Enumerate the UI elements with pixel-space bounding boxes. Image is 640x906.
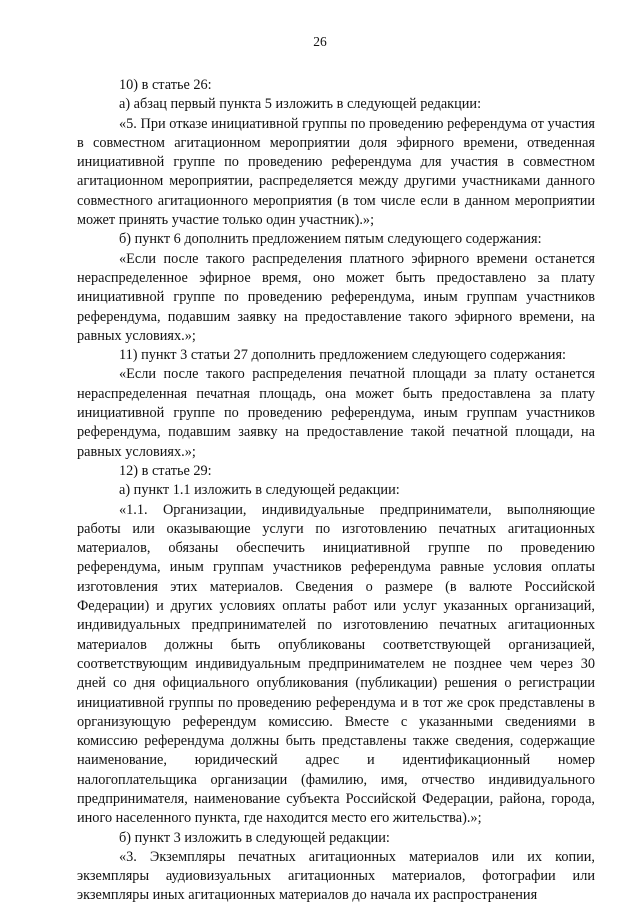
paragraph-article-26-a: а) абзац первый пункта 5 изложить в следующей редакции:	[119, 96, 482, 113]
document-body	[77, 76, 595, 906]
page-number: 26	[313, 34, 327, 49]
paragraph-article-27: 11) пункт 3 статьи 27 дополнить предложением следующего содержания:	[119, 347, 566, 364]
paragraph-print-space-addition: «Если после такого распределения печатной площади за плату останется нераспределенная печатная площадь, она может быть предоставлена за плату инициативной группе по проведению референдума, иным группам участников референдума, подавшим заявку на предоставление такой печатной площади, на равных условиях.»;	[77, 366, 595, 460]
paragraph-article-29-a: а) пункт 1.1 изложить в следующей редакции:	[119, 482, 400, 499]
paragraph-article-29-b: б) пункт 3 изложить в следующей редакции:	[119, 829, 390, 846]
paragraph-airtime-addition: «Если после такого распределения платного эфирного времени останется нераспределенное эфирное время, оно может быть предоставлено за плату инициативной группе по проведению референдума, иным группам участников референдума, подавшим заявку на предоставление такого эфирного времени, на равных условиях.»;	[77, 250, 595, 344]
paragraph-point-5: «5. При отказе инициативной группы по проведению референдума от участия в совместном агитационном мероприятии доля эфирного времени, отведенная инициативной группе по проведению референдума для участия в совместном агитационном мероприятии, распределяется между другими участниками данного совместного агитационного мероприятия (в том числе если в данном мероприятии может принять участие только один участник).»;	[77, 115, 595, 229]
paragraph-article-26: 10) в статье 26:	[119, 77, 212, 93]
paragraph-article-26-b: б) пункт 6 дополнить предложением пятым следующего содержания:	[119, 231, 542, 248]
paragraph-article-29: 12) в статье 29:	[119, 462, 212, 479]
paragraph-point-1-1: «1.1. Организации, индивидуальные предприниматели, выполняющие работы или оказывающие услуги по изготовлению печатных агитационных материалов, обязаны обеспечить инициативной группе по проведению референдума, иным группам участников референдума равные условия оплаты изготовления этих материалов. Сведения о размере (в валюте Российской Федерации) и других условиях оплаты работ или услуг указанных организаций, индивидуальных предпринимателей по изготовлению печатных агитационных материалов должны быть опубликованы соответствующей организацией, соответствующим индивидуальным предпринимателем не позднее чем через 30 дней со дня официального опубликования (публикации) решения о регистрации инициативной группы по проведению референдума и в тот же срок представлены в организующую референдум комиссию. Вместе с указанными сведениями в комиссию референдума должны быть представлены также сведения, содержащие наименование, юридический адрес и идентификационный номер налогоплательщика организации (фамилию, имя, отчество индивидуального предпринимателя, наименование субъекта Российской Федерации, района, города, иного населенного пункта, где находится место его жительства).»;	[77, 501, 595, 827]
paragraph-point-3: «3. Экземпляры печатных агитационных материалов или их копии, экземпляры аудиовизуальных агитационных материалов, фотографии или экземпляры иных агитационных материалов до начала их распространения	[77, 848, 595, 904]
